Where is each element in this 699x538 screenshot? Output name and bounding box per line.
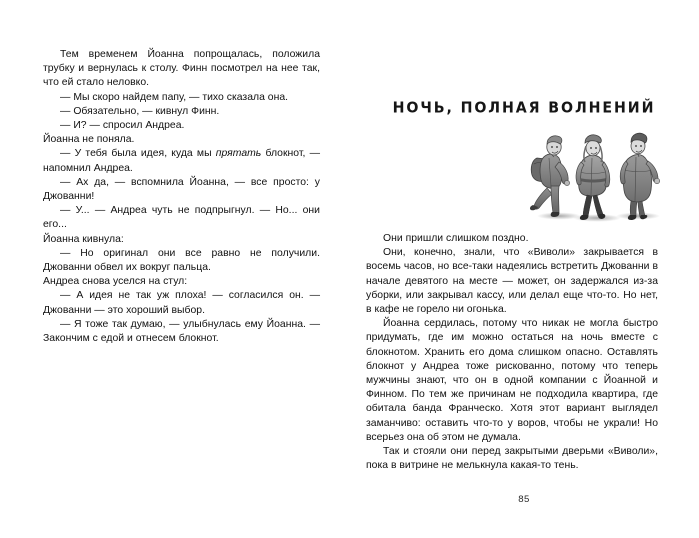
paragraph: Йоанна сердилась, потому что никак не могла быстро придумать, где им можно остаться на ночь вместе с блокнотом. Хранить его дома слишком опасно. Оставлять блокнот у Андреа тоже рискованно, потому что теперь мужчины знают, что он в одной компании с Йоанной и Финном. По тем же причинам не подходила квартира, где обитала банда Франческо. Хотя этот вариант выглядел заманчиво: оставить что-то у воров, чтобы не украли! Но всерьез она об этом не думала. xyxy=(366,318,658,443)
left-page-text-column xyxy=(43,48,320,346)
paragraph-with-italic xyxy=(43,147,320,175)
right-page-text-column xyxy=(366,232,658,473)
chapter-illustration xyxy=(521,128,681,223)
paragraph: — А идея не так уж плоха! — согласился он. — Джованни — это хороший выбор. xyxy=(43,290,320,316)
paragraph-text-before: — У тебя была идея, куда мы xyxy=(60,148,216,160)
paragraph: Йоанна кивнула: xyxy=(43,233,124,245)
page-number: 85 xyxy=(518,494,530,505)
paragraph: Они, конечно, знали, что «Виволи» закрывается в восемь часов, но все-таки надеялись встретить Джованни в начале девятого на месте — может, он задержался из-за уборки, или закрывал кассу, или делал еще что-то. Но нет, в кафе не горело ни огонька. xyxy=(366,247,658,316)
paragraph: — Я тоже так думаю, — улыбнулась ему Йоанна. — Закончим с едой и отнесем блокнот. xyxy=(43,318,320,345)
paragraph: Тем временем Йоанна попрощалась, положила трубку и вернулась к столу. Финн посмотрел на нее так, что ей стало неловко. xyxy=(43,49,320,89)
paragraph: — Но оригинал они все равно не получили. Джованни обвел их вокруг пальца. xyxy=(43,247,320,274)
paragraph-text-after: блокнот, — напомнил Андреа. xyxy=(43,148,320,174)
paragraph: — Ах да, — вспомнила Йоанна, — все просто: у Джованни! xyxy=(43,176,320,203)
paragraph: — И? — спросил Андреа. xyxy=(60,120,185,132)
italic-word: прятать xyxy=(215,148,262,160)
paragraph: Йоанна не поняла. xyxy=(43,134,135,146)
paragraph: — У... — Андреа чуть не подпрыгнул. — Но... они его... xyxy=(43,205,320,231)
right-page xyxy=(349,0,699,538)
chapter-title: НОЧЬ, ПОЛНАЯ ВОЛНЕНИЙ xyxy=(392,100,656,117)
paragraph: Так и стояли они перед закрытыми дверьми «Виволи», пока в витрине не мелькнула какая-то тень. xyxy=(366,446,658,472)
paragraph: Они пришли слишком поздно. xyxy=(383,233,529,244)
paragraph: — Обязательно, — кивнул Финн. xyxy=(60,105,220,117)
left-page xyxy=(0,0,349,538)
paragraph: Андреа снова уселся на стул: xyxy=(43,276,188,288)
paragraph: — Мы скоро найдем папу, — тихо сказала она. xyxy=(60,91,289,103)
